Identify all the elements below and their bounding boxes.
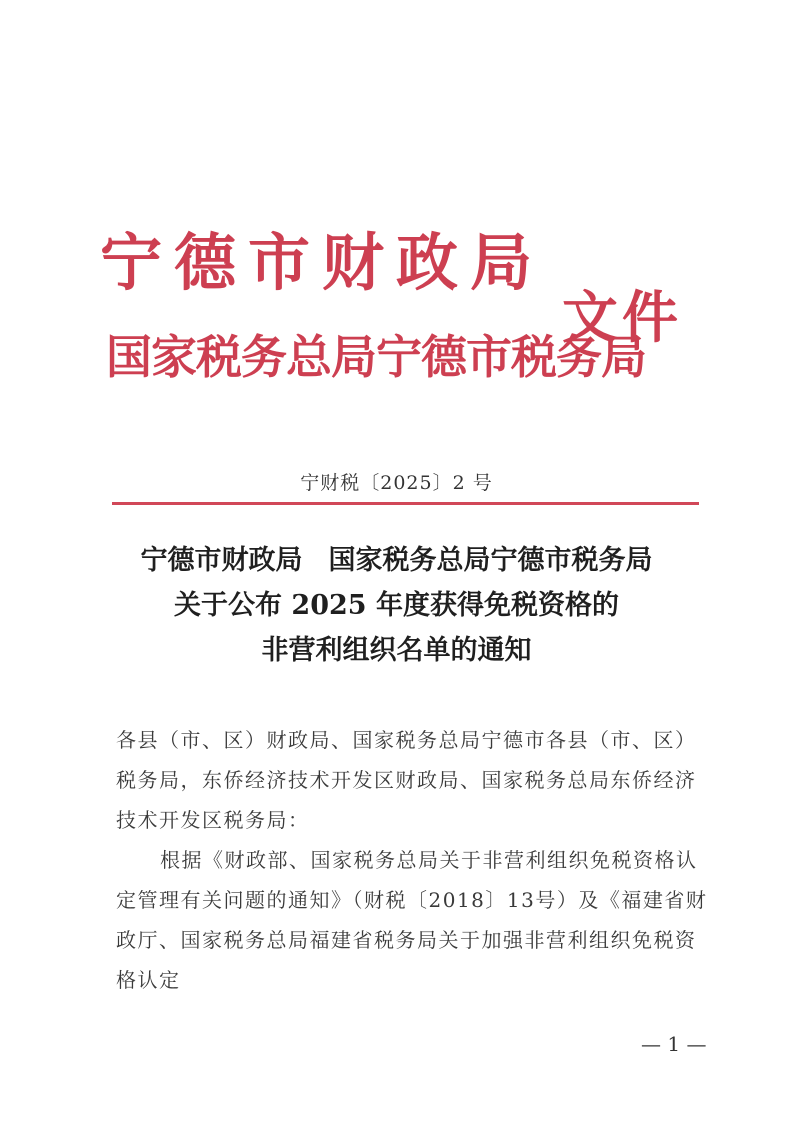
title-line-1 — [0, 538, 793, 583]
addressee-paragraph: 各县（市、区）财政局、国家税务总局宁德市各县（市、区）税务局，东侨经济技术开发区财政局、国家税务总局东侨经济技术开发区税务局： — [116, 728, 697, 832]
document-number: 宁财税〔2025〕2 号 — [300, 472, 493, 494]
document-word: 文件 — [562, 285, 682, 351]
document-title — [0, 538, 793, 673]
issuer-name-tax-bureau: 国家税务总局宁德市税务局 — [106, 330, 646, 384]
issuer-name-finance-bureau: 宁德市财政局 — [100, 226, 545, 299]
header-red-rule — [112, 502, 699, 505]
title-issuer-1: 宁德市财政局 — [140, 545, 303, 576]
title-line-2: 关于公布 2025 年度获得免税资格的 — [174, 590, 619, 621]
page-number: — 1 — — [641, 1032, 707, 1056]
title-issuer-2: 国家税务总局宁德市税务局 — [328, 545, 653, 576]
body-paragraph: 根据《财政部、国家税务总局关于非营利组织免税资格认定管理有关问题的通知》（财税〔2018〕13号）及《福建省财政厅、国家税务总局福建省税务局关于加强非营利组织免税资格认定 — [116, 848, 708, 992]
title-line-3: 非营利组织名单的通知 — [261, 635, 532, 666]
